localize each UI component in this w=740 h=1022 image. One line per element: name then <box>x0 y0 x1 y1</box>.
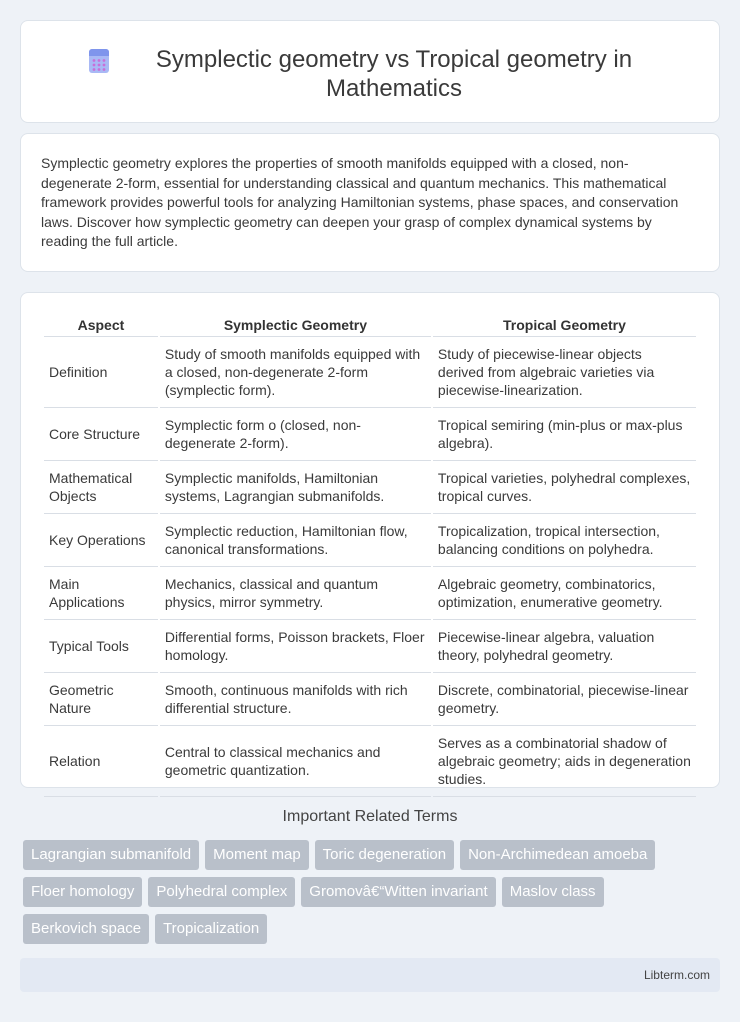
related-term-tag[interactable]: Tropicalization <box>155 914 267 944</box>
aspect-cell: Relation <box>44 726 158 797</box>
related-term-tag[interactable]: Maslov class <box>502 877 604 907</box>
comparison-card <box>20 292 720 788</box>
related-term-tag[interactable]: Polyhedral complex <box>148 877 295 907</box>
symplectic-cell: Differential forms, Poisson brackets, Floer homology. <box>160 620 431 673</box>
table-row <box>44 461 696 514</box>
tropical-cell: Study of piecewise-linear objects derived from algebraic varieties via piecewise-linearization. <box>433 337 696 408</box>
table-row <box>44 408 696 461</box>
symplectic-cell: Symplectic reduction, Hamiltonian flow, canonical transformations. <box>160 514 431 567</box>
symplectic-cell: Central to classical mechanics and geometric quantization. <box>160 726 431 797</box>
footer-site-link[interactable]: Libterm.com <box>643 968 710 982</box>
related-term-tag[interactable]: Berkovich space <box>23 914 149 944</box>
header-aspect: Aspect <box>44 313 158 337</box>
aspect-cell: Typical Tools <box>44 620 158 673</box>
symplectic-cell: Symplectic form ο (closed, non-degenerate 2-form). <box>160 408 431 461</box>
table-header-row <box>44 313 696 337</box>
related-terms-list <box>23 840 723 951</box>
symplectic-cell: Mechanics, classical and quantum physics, mirror symmetry. <box>160 567 431 620</box>
aspect-cell: Mathematical Objects <box>44 461 158 514</box>
aspect-cell: Definition <box>44 337 158 408</box>
tropical-cell: Tropical varieties, polyhedral complexes, tropical curves. <box>433 461 696 514</box>
comparison-table <box>42 313 698 797</box>
table-row <box>44 337 696 408</box>
related-term-tag[interactable]: Lagrangian submanifold <box>23 840 199 870</box>
related-term-tag[interactable]: Gromovâ€“Witten invariant <box>301 877 495 907</box>
table-row <box>44 514 696 567</box>
aspect-cell: Key Operations <box>44 514 158 567</box>
footer <box>20 958 720 992</box>
related-term-tag[interactable]: Non-Archimedean amoeba <box>460 840 655 870</box>
tropical-cell: Serves as a combinatorial shadow of algebraic geometry; aids in degeneration studies. <box>433 726 696 797</box>
intro-card <box>20 133 720 272</box>
tropical-cell: Tropicalization, tropical intersection, balancing conditions on polyhedra. <box>433 514 696 567</box>
title-card <box>20 20 720 123</box>
tropical-cell: Discrete, combinatorial, piecewise-linear geometry. <box>433 673 696 726</box>
table-row <box>44 726 696 797</box>
header-symplectic: Symplectic Geometry <box>160 313 431 337</box>
tropical-cell: Tropical semiring (min-plus or max-plus algebra). <box>433 408 696 461</box>
related-term-tag[interactable]: Toric degeneration <box>315 840 454 870</box>
related-term-tag[interactable]: Moment map <box>205 840 309 870</box>
calculator-icon <box>86 48 112 74</box>
aspect-cell: Core Structure <box>44 408 158 461</box>
table-row <box>44 673 696 726</box>
table-row <box>44 620 696 673</box>
tropical-cell: Algebraic geometry, combinatorics, optimization, enumerative geometry. <box>433 567 696 620</box>
tropical-cell: Piecewise-linear algebra, valuation theory, polyhedral geometry. <box>433 620 696 673</box>
header-tropical: Tropical Geometry <box>433 313 696 337</box>
related-term-tag[interactable]: Floer homology <box>23 877 142 907</box>
symplectic-cell: Smooth, continuous manifolds with rich differential structure. <box>160 673 431 726</box>
aspect-cell: Geometric Nature <box>44 673 158 726</box>
related-terms-heading: Important Related Terms <box>282 808 458 825</box>
symplectic-cell: Symplectic manifolds, Hamiltonian systems, Lagrangian submanifolds. <box>160 461 431 514</box>
table-row <box>44 567 696 620</box>
page-title: Symplectic geometry vs Tropical geometry in Mathematics <box>155 46 633 102</box>
aspect-cell: Main Applications <box>44 567 158 620</box>
intro-paragraph: Symplectic geometry explores the properties of smooth manifolds equipped with a closed, non-degenerate 2-form, essential for understanding classical and quantum mechanics. This mathematical framework provides powerful tools for analyzing Hamiltonian systems, phase spaces, and conservation laws. Discover how symplectic geometry can deepen your grasp of complex dynamical systems by reading the full article. <box>41 155 679 249</box>
symplectic-cell: Study of smooth manifolds equipped with a closed, non-degenerate 2-form (symplectic form). <box>160 337 431 408</box>
